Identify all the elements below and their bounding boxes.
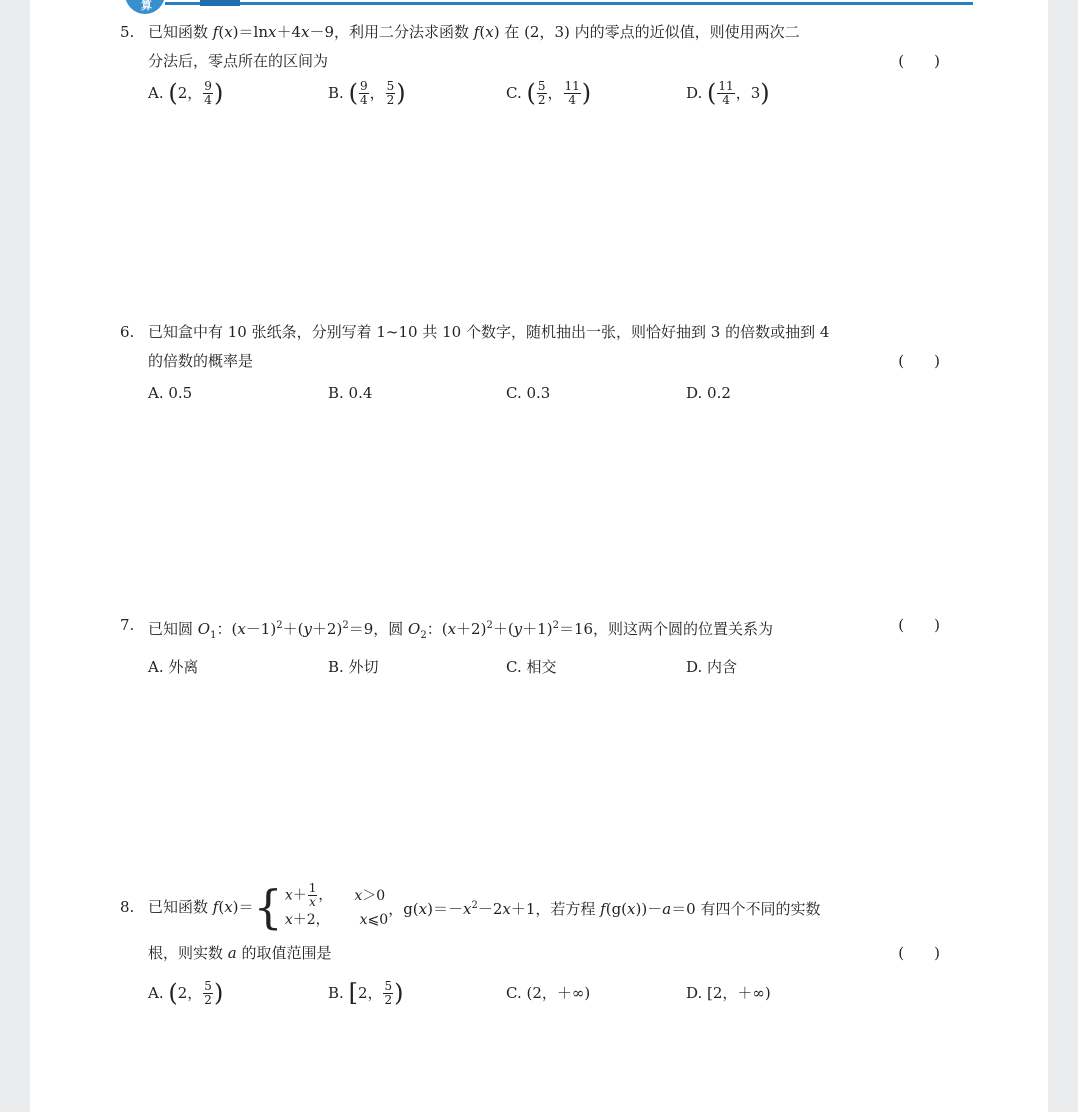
question-stem: [148, 318, 940, 376]
question-stem: 已知函数 f(x)＝lnx＋4x－9，利用二分法求函数 f(x) 在 (2，3) 内的零点的近似值，则使用两次二 分法后，零点所在的区间为 ( ): [148, 18, 940, 76]
question-stem: 已知函数 f(x)＝ { x＋ $\frac{1}{x}$ ， x＞0 x＋2， x⩽0 ，$g(x)=-x^2-2x+1$，若方程 f(g(x))－a＝0 有四个不同的实数 根，则实数 a 的取值范围是 ( ): [148, 875, 940, 968]
question-7: [120, 611, 940, 684]
option-b[interactable]: B. [ 2， $\frac{5}{2}$ ): [328, 978, 404, 1007]
question-number: 5.: [120, 23, 135, 41]
question-5: [120, 18, 940, 110]
option-a[interactable]: A. 0.5: [148, 383, 193, 402]
stem-line-2: 的倍数的概率是: [148, 352, 254, 370]
options: [148, 650, 940, 684]
answer-bracket: ( ): [898, 52, 940, 70]
question-6: [120, 318, 940, 410]
option-c[interactable]: C. (2，＋∞): [506, 983, 591, 1002]
question-number: 7.: [120, 616, 135, 634]
answer-bracket: ( ): [898, 944, 940, 962]
option-b[interactable]: B. 0.4: [328, 383, 373, 402]
question-8: [120, 875, 940, 1010]
option-d[interactable]: D. [2，＋∞): [686, 983, 771, 1002]
option-b[interactable]: B. 外切: [328, 657, 379, 676]
option-c[interactable]: C. 相交: [506, 657, 557, 676]
option-d[interactable]: D. 0.2: [686, 383, 731, 402]
question-stem: 已知圆 $O_1$：$(x-1)^2+(y+2)^2=9$，圆 $O_2$：$(x+2)^2+(y+1)^2=16$，则这两个圆的位置关系为 ( ): [148, 611, 940, 650]
answer-bracket: ( ): [898, 616, 940, 634]
option-a[interactable]: A. ( 2， $\frac{5}{2}$ ): [148, 978, 224, 1007]
options: [148, 976, 940, 1010]
question-number: 8.: [120, 898, 135, 916]
answer-bracket: ( ): [898, 352, 940, 370]
stem-line-1: 已知盒中有 10 张纸条，分别写着 1~10 共 10 个数字，随机抽出一张，则恰好抽到 3 的倍数或抽到 4: [148, 323, 830, 341]
option-c[interactable]: C. 0.3: [506, 383, 551, 402]
option-b[interactable]: B. ( $\frac{9}{4}$ ， $\frac{5}{2}$ ): [328, 78, 406, 107]
option-a[interactable]: A. ( 2， $\frac{9}{4}$ ): [148, 78, 224, 107]
header-rule: [125, 0, 973, 6]
piecewise-function: { x＋ $\frac{1}{x}$ ， x＞0 x＋2， x⩽0: [253, 880, 389, 934]
option-c[interactable]: C. ( $\frac{5}{2}$ ， $\frac{11}{4}$ ): [506, 78, 592, 107]
options: [148, 76, 940, 110]
publisher-logo: 算: [125, 0, 167, 14]
question-number: 6.: [120, 323, 135, 341]
option-d[interactable]: D. 内含: [686, 657, 738, 676]
options: [148, 376, 940, 410]
option-d[interactable]: D. ( $\frac{11}{4}$ ，3 ): [686, 78, 770, 107]
option-a[interactable]: A. 外离: [148, 657, 199, 676]
